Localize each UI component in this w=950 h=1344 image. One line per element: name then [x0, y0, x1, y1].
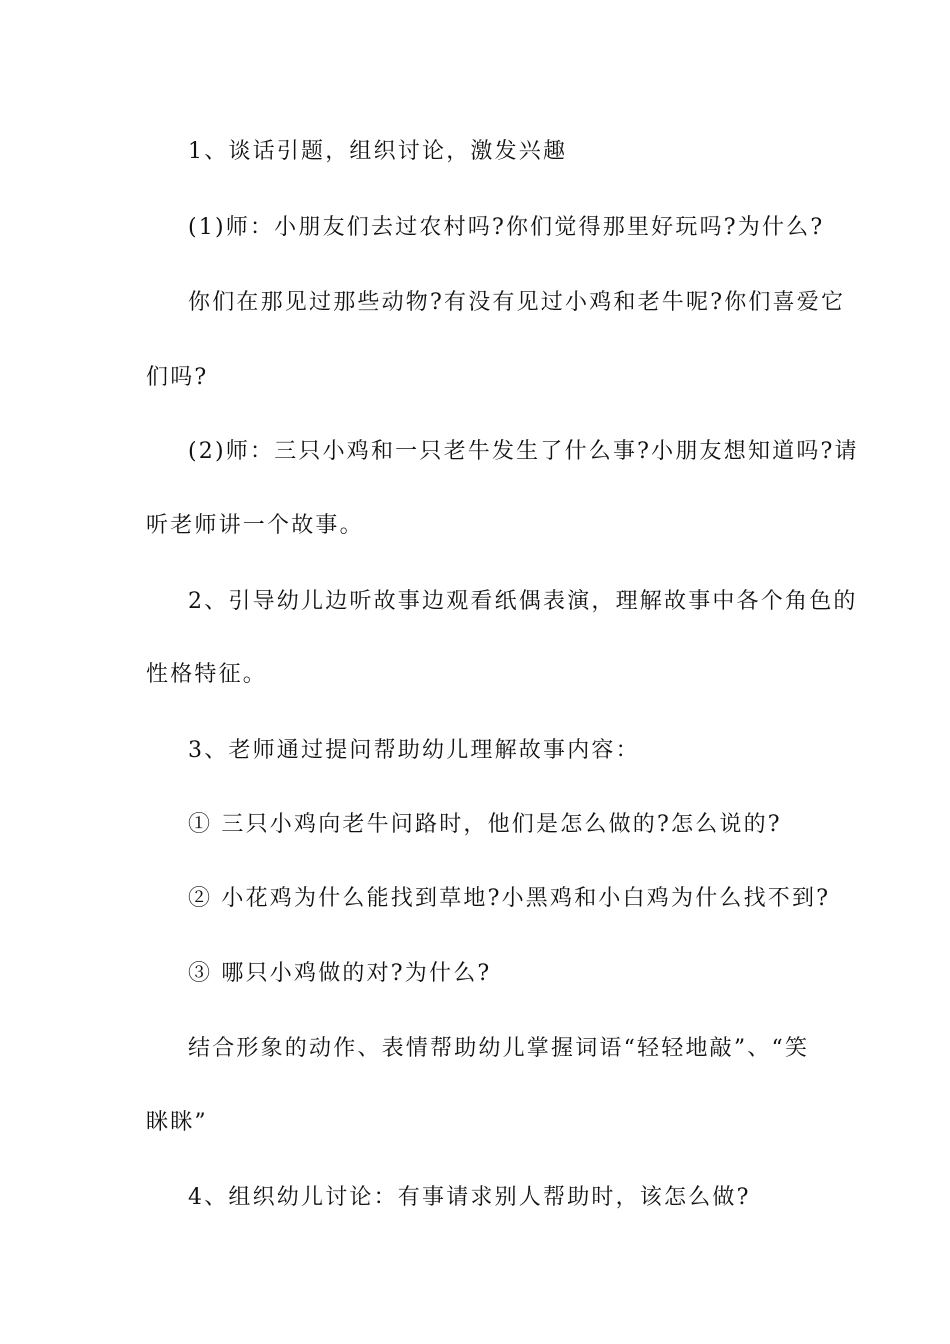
heading-step-3: 3、老师通过提问帮助幼儿理解故事内容： [188, 738, 640, 763]
paragraph-line: 听老师讲一个故事。 [146, 513, 364, 538]
paragraph-line: 结合形象的动作、表情帮助幼儿掌握词语“轻轻地敲”、“笑 [188, 1036, 810, 1061]
paragraph-line: 眯眯” [146, 1110, 208, 1135]
heading-step-4: 4、组织幼儿讨论：有事请求别人帮助时，该怎么做? [188, 1185, 751, 1210]
paragraph-question-2: (2)师：三只小鸡和一只老牛发生了什么事?小朋友想知道吗?请 [188, 439, 859, 464]
paragraph-question-1: (1)师：小朋友们去过农村吗?你们觉得那里好玩吗?为什么? [188, 215, 825, 240]
list-item-circled-3: ③ 哪只小鸡做的对?为什么? [188, 961, 492, 986]
paragraph-line: 性格特征。 [146, 662, 268, 687]
paragraph-line: 你们在那见过那些动物?有没有见过小鸡和老牛呢?你们喜爱它 [188, 290, 846, 315]
paragraph-line: 们吗? [146, 365, 209, 390]
heading-step-2: 2、引导幼儿边听故事边观看纸偶表演，理解故事中各个角色的 [188, 589, 858, 614]
list-item-circled-1: ① 三只小鸡向老牛问路时，他们是怎么做的?怎么说的? [188, 812, 782, 837]
list-item-circled-2: ② 小花鸡为什么能找到草地?小黑鸡和小白鸡为什么找不到? [188, 886, 831, 911]
heading-step-1: 1、谈话引题，组织讨论，激发兴趣 [188, 139, 568, 164]
